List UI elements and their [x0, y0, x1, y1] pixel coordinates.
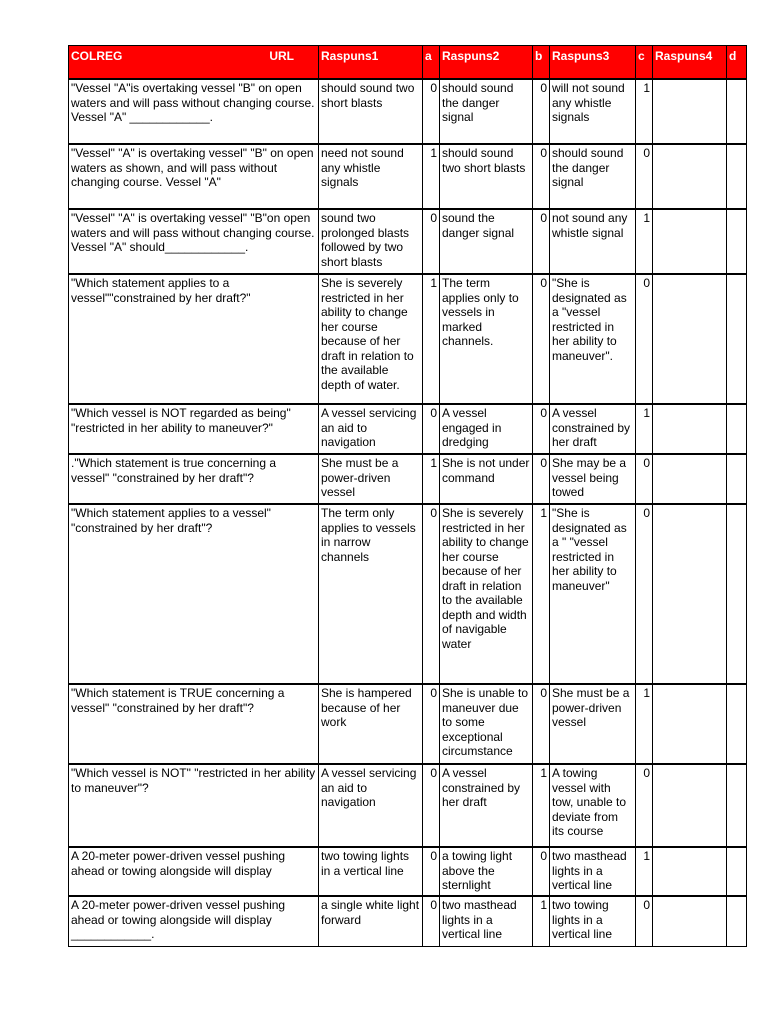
answer3-cell: A vessel constrained by her draft	[550, 404, 636, 454]
answer2-cell: The term applies only to vessels in marked channels.	[440, 274, 533, 404]
table-row	[69, 684, 747, 764]
answer4-cell	[653, 79, 727, 144]
question-cell: "Which vessel is NOT regarded as being" "restricted in her ability to maneuver?"	[69, 404, 319, 454]
d-value-cell	[727, 764, 747, 847]
answer2-cell: sound the danger signal	[440, 209, 533, 274]
header-colreg	[69, 46, 319, 80]
table-row	[69, 764, 747, 847]
c-value-cell: 0	[636, 896, 653, 946]
a-value-cell: 1	[423, 454, 440, 504]
answer2-cell: two masthead lights in a vertical line	[440, 896, 533, 946]
answer1-cell: She must be a power-driven vessel	[319, 454, 423, 504]
answer4-cell	[653, 847, 727, 896]
d-value-cell	[727, 79, 747, 144]
a-value-cell: 0	[423, 79, 440, 144]
question-cell: "Vessel "A"is overtaking vessel "B" on open waters and will pass without changing course. Vessel "A" ____________.	[69, 79, 319, 144]
b-value-cell: 1	[533, 504, 550, 684]
answer1-cell: sound two prolonged blasts followed by two short blasts	[319, 209, 423, 274]
answer2-cell: She is severely restricted in her ability to change her course because of her draft in relation to the available depth and width of navigable water	[440, 504, 533, 684]
table-row	[69, 404, 747, 454]
header-a: a	[423, 46, 440, 80]
c-value-cell: 1	[636, 847, 653, 896]
table-row	[69, 847, 747, 896]
question-table	[68, 45, 747, 947]
question-cell: "Which vessel is NOT" "restricted in her ability to maneuver"?	[69, 764, 319, 847]
answer4-cell	[653, 209, 727, 274]
d-value-cell	[727, 454, 747, 504]
c-value-cell: 0	[636, 144, 653, 209]
header-c: c	[636, 46, 653, 80]
answer2-cell: should sound the danger signal	[440, 79, 533, 144]
answer3-cell: A towing vessel with tow, unable to deviate from its course	[550, 764, 636, 847]
answer4-cell	[653, 144, 727, 209]
answer1-cell: She is hampered because of her work	[319, 684, 423, 764]
d-value-cell	[727, 896, 747, 946]
header-raspuns1: Raspuns1	[319, 46, 423, 80]
question-cell: A 20-meter power-driven vessel pushing ahead or towing alongside will display	[69, 847, 319, 896]
answer2-cell: should sound two short blasts	[440, 144, 533, 209]
a-value-cell: 0	[423, 764, 440, 847]
a-value-cell: 1	[423, 274, 440, 404]
d-value-cell	[727, 144, 747, 209]
b-value-cell: 0	[533, 684, 550, 764]
table-row	[69, 274, 747, 404]
a-value-cell: 0	[423, 896, 440, 946]
answer1-cell: She is severely restricted in her ability to change her course because of her draft in relation to the available depth of water.	[319, 274, 423, 404]
answer2-cell: She is unable to maneuver due to some exceptional circumstance	[440, 684, 533, 764]
answer1-cell: A vessel servicing an aid to navigation	[319, 404, 423, 454]
c-value-cell: 0	[636, 504, 653, 684]
c-value-cell: 0	[636, 764, 653, 847]
answer3-cell: two towing lights in a vertical line	[550, 896, 636, 946]
c-value-cell: 1	[636, 79, 653, 144]
b-value-cell: 0	[533, 847, 550, 896]
header-url-label: URL	[269, 49, 294, 63]
c-value-cell: 0	[636, 274, 653, 404]
answer4-cell	[653, 896, 727, 946]
question-cell: A 20-meter power-driven vessel pushing ahead or towing alongside will display ____________.	[69, 896, 319, 946]
answer3-cell: should sound the danger signal	[550, 144, 636, 209]
table-row	[69, 144, 747, 209]
answer1-cell: need not sound any whistle signals	[319, 144, 423, 209]
answer2-cell: a towing light above the sternlight	[440, 847, 533, 896]
answer2-cell: A vessel constrained by her draft	[440, 764, 533, 847]
header-raspuns2: Raspuns2	[440, 46, 533, 80]
answer4-cell	[653, 504, 727, 684]
answer4-cell	[653, 684, 727, 764]
answer3-cell: "She is designated as a " "vessel restricted in her ability to maneuver"	[550, 504, 636, 684]
b-value-cell: 1	[533, 764, 550, 847]
d-value-cell	[727, 404, 747, 454]
answer1-cell: two towing lights in a vertical line	[319, 847, 423, 896]
d-value-cell	[727, 209, 747, 274]
question-cell: "Vessel" "A" is overtaking vessel" "B" on open waters as shown, and will pass without changing course. Vessel "A"	[69, 144, 319, 209]
answer3-cell: She may be a vessel being towed	[550, 454, 636, 504]
answer1-cell: should sound two short blasts	[319, 79, 423, 144]
answer1-cell: A vessel servicing an aid to navigation	[319, 764, 423, 847]
b-value-cell: 0	[533, 209, 550, 274]
question-cell: "Vessel" "A" is overtaking vessel" "B"on open waters and will pass without changing course. Vessel "A" should____________.	[69, 209, 319, 274]
question-cell: "Which statement is TRUE concerning a vessel" "constrained by her draft"?	[69, 684, 319, 764]
b-value-cell: 0	[533, 79, 550, 144]
answer2-cell: She is not under command	[440, 454, 533, 504]
c-value-cell: 1	[636, 684, 653, 764]
b-value-cell: 0	[533, 274, 550, 404]
answer3-cell: She must be a power-driven vessel	[550, 684, 636, 764]
table-row	[69, 896, 747, 946]
a-value-cell: 0	[423, 404, 440, 454]
c-value-cell: 1	[636, 209, 653, 274]
d-value-cell	[727, 274, 747, 404]
answer3-cell: "She is designated as a "vessel restricted in her ability to maneuver".	[550, 274, 636, 404]
b-value-cell: 0	[533, 404, 550, 454]
header-raspuns3: Raspuns3	[550, 46, 636, 80]
a-value-cell: 0	[423, 847, 440, 896]
d-value-cell	[727, 684, 747, 764]
header-row	[69, 46, 747, 80]
b-value-cell: 1	[533, 896, 550, 946]
b-value-cell: 0	[533, 144, 550, 209]
header-b: b	[533, 46, 550, 80]
question-cell: "Which statement applies to a vessel""constrained by her draft?"	[69, 274, 319, 404]
answer1-cell: a single white light forward	[319, 896, 423, 946]
answer4-cell	[653, 274, 727, 404]
c-value-cell: 1	[636, 404, 653, 454]
a-value-cell: 0	[423, 684, 440, 764]
answer4-cell	[653, 404, 727, 454]
answer3-cell: will not sound any whistle signals	[550, 79, 636, 144]
table-row	[69, 209, 747, 274]
answer2-cell: A vessel engaged in dredging	[440, 404, 533, 454]
answer3-cell: two masthead lights in a vertical line	[550, 847, 636, 896]
table-row	[69, 504, 747, 684]
table-row	[69, 79, 747, 144]
a-value-cell: 1	[423, 144, 440, 209]
header-d: d	[727, 46, 747, 80]
question-cell: "Which statement applies to a vessel" "constrained by her draft"?	[69, 504, 319, 684]
d-value-cell	[727, 847, 747, 896]
answer1-cell: The term only applies to vessels in narrow channels	[319, 504, 423, 684]
d-value-cell	[727, 504, 747, 684]
answer4-cell	[653, 454, 727, 504]
a-value-cell: 0	[423, 504, 440, 684]
b-value-cell: 0	[533, 454, 550, 504]
answer4-cell	[653, 764, 727, 847]
answer3-cell: not sound any whistle signal	[550, 209, 636, 274]
header-raspuns4: Raspuns4	[653, 46, 727, 80]
table-row	[69, 454, 747, 504]
a-value-cell: 0	[423, 209, 440, 274]
question-cell: ."Which statement is true concerning a vessel" "constrained by her draft"?	[69, 454, 319, 504]
header-colreg-label: COLREG	[71, 49, 123, 63]
c-value-cell: 0	[636, 454, 653, 504]
